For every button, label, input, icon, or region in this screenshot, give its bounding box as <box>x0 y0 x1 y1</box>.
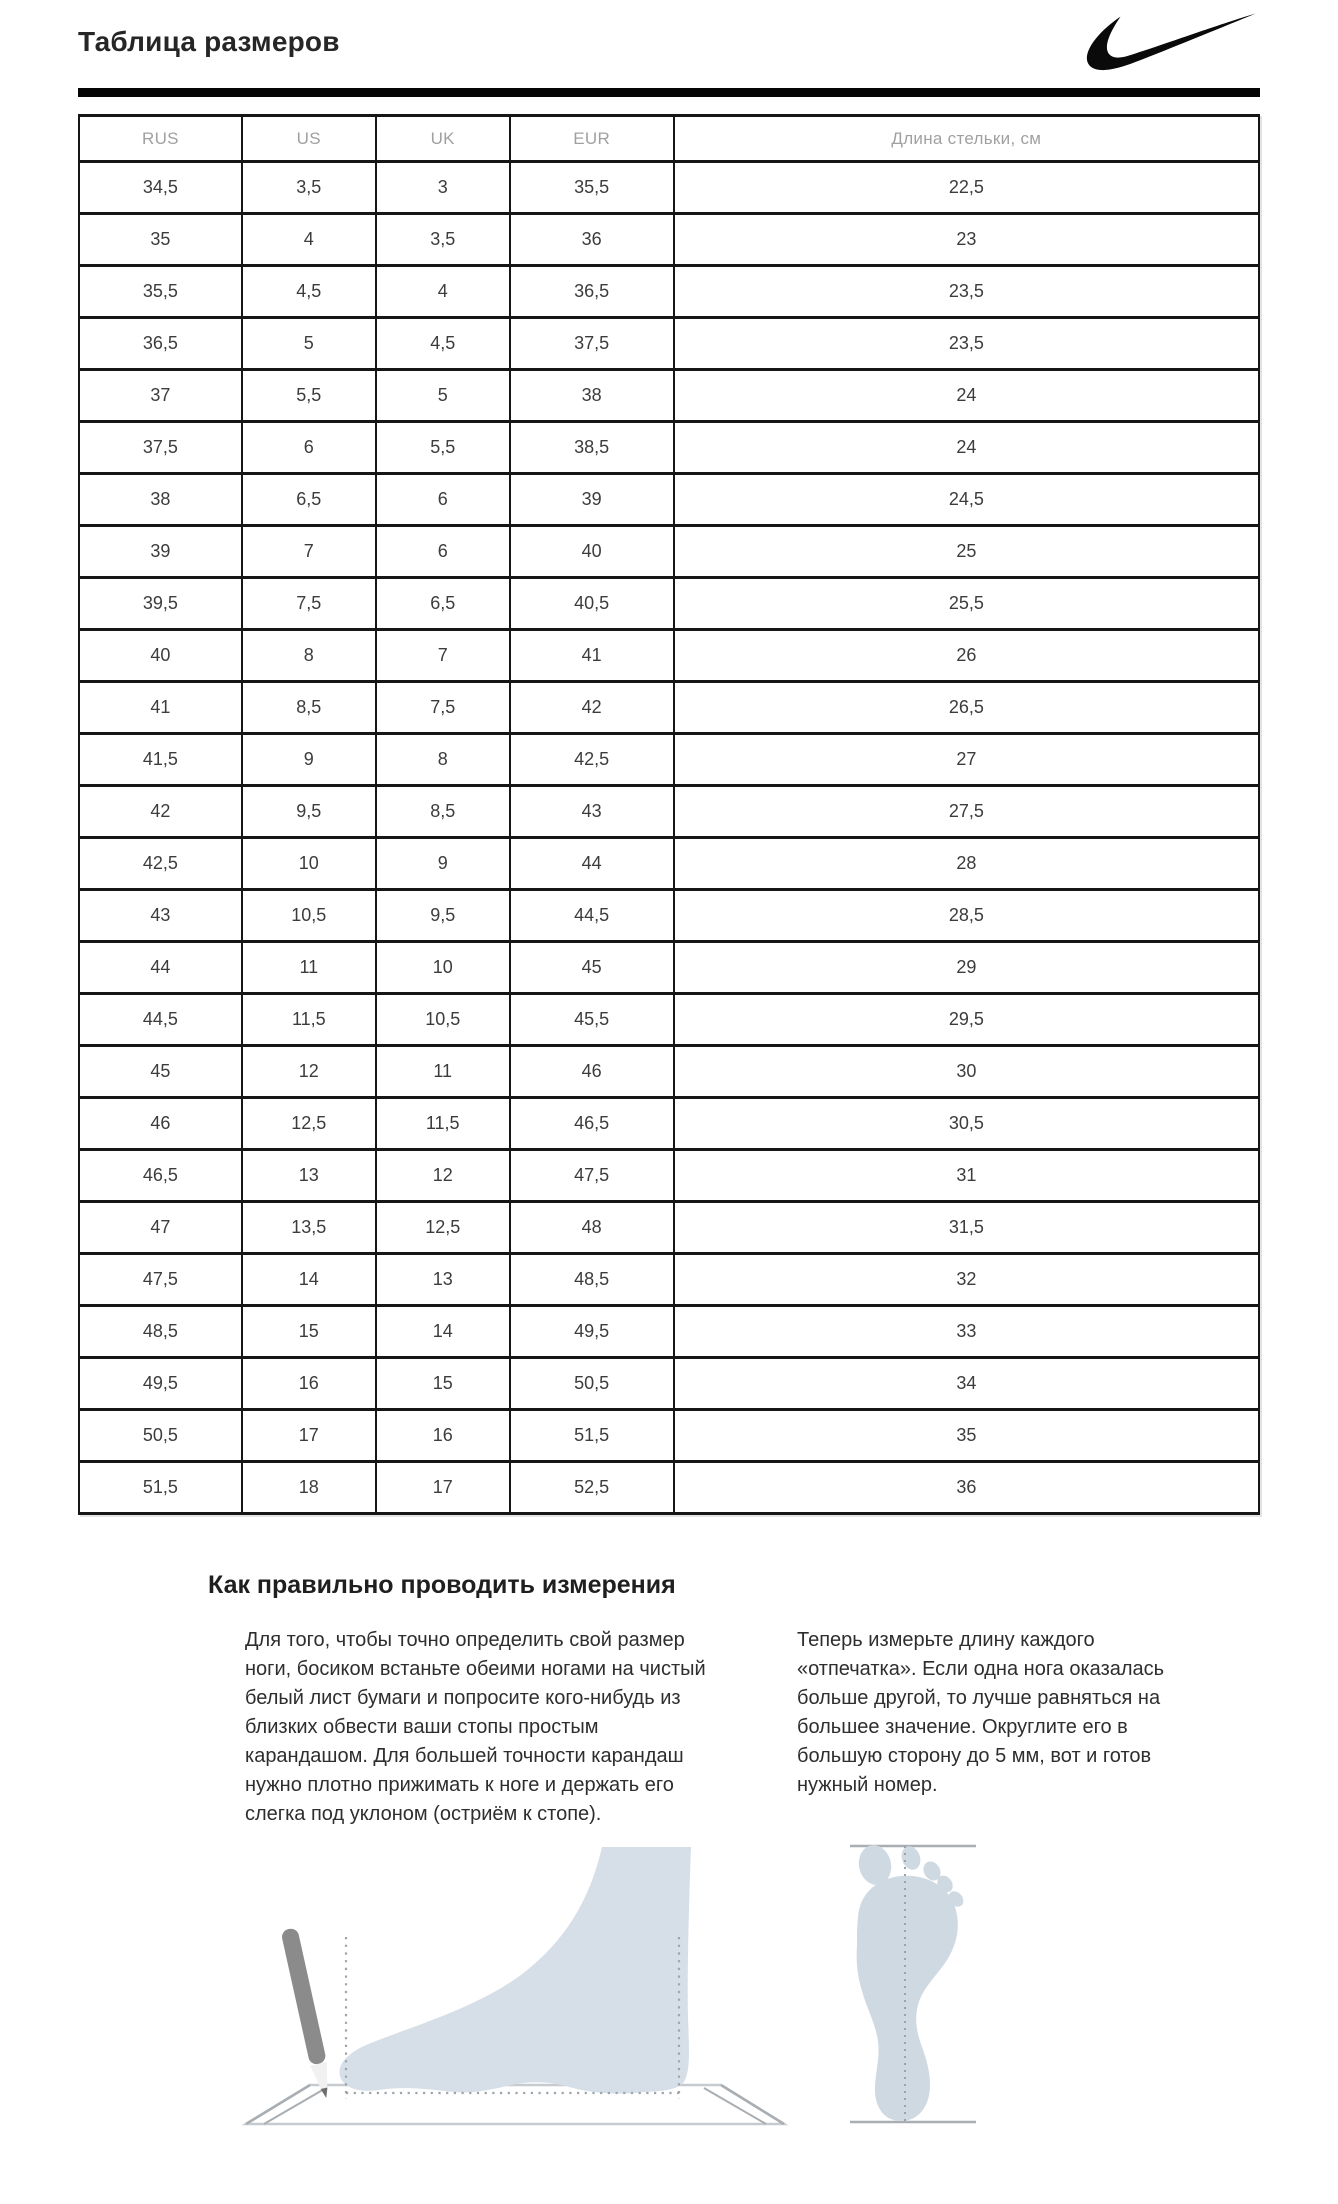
size-cell: 7 <box>242 526 376 578</box>
table-row <box>79 1358 1259 1410</box>
size-cell: 3,5 <box>376 214 510 266</box>
size-cell: 37 <box>79 370 242 422</box>
size-cell: 47,5 <box>79 1254 242 1306</box>
size-cell: 35,5 <box>79 266 242 318</box>
size-cell: 7 <box>376 630 510 682</box>
table-row <box>79 1098 1259 1150</box>
size-cell: 42 <box>510 682 674 734</box>
size-cell: 11,5 <box>242 994 376 1046</box>
size-cell: 49,5 <box>510 1306 674 1358</box>
size-cell: 12,5 <box>242 1098 376 1150</box>
size-cell: 14 <box>376 1306 510 1358</box>
size-cell: 48 <box>510 1202 674 1254</box>
table-row <box>79 890 1259 942</box>
size-cell: 10 <box>376 942 510 994</box>
table-row <box>79 526 1259 578</box>
instructions-left: Для того, чтобы точно определить свой размер ноги, босиком встаньте обеими ногами на чистый белый лист бумаги и попросите кого-нибудь из близких обвести ваши стопы простым карандашом. Для большей точности карандаш нужно плотно прижимать к ноге и держать его слегка под уклоном (остриём к стопе). <box>245 1629 706 1825</box>
size-cell: 13,5 <box>242 1202 376 1254</box>
size-cell: 11 <box>242 942 376 994</box>
size-cell: 39 <box>510 474 674 526</box>
size-cell: 24 <box>674 422 1259 474</box>
table-row <box>79 734 1259 786</box>
size-cell: 48,5 <box>510 1254 674 1306</box>
size-cell: 17 <box>376 1462 510 1514</box>
size-cell: 51,5 <box>79 1462 242 1514</box>
size-cell: 16 <box>376 1410 510 1462</box>
size-cell: 9 <box>376 838 510 890</box>
size-cell: 46 <box>510 1046 674 1098</box>
size-cell: 5 <box>242 318 376 370</box>
size-cell: 34,5 <box>79 162 242 214</box>
table-row <box>79 1462 1259 1514</box>
size-cell: 35,5 <box>510 162 674 214</box>
size-cell: 36,5 <box>79 318 242 370</box>
size-cell: 24 <box>674 370 1259 422</box>
size-cell: 3 <box>376 162 510 214</box>
size-cell: 6 <box>376 474 510 526</box>
table-row <box>79 370 1259 422</box>
table-row <box>79 1150 1259 1202</box>
size-cell: 42 <box>79 786 242 838</box>
size-cell: 4 <box>376 266 510 318</box>
size-cell: 51,5 <box>510 1410 674 1462</box>
pencil-icon <box>280 1927 334 2100</box>
size-cell: 8,5 <box>242 682 376 734</box>
size-cell: 37,5 <box>79 422 242 474</box>
size-cell: 50,5 <box>510 1358 674 1410</box>
size-cell: 10 <box>242 838 376 890</box>
size-cell: 10,5 <box>376 994 510 1046</box>
page-title: Таблица размеров <box>78 26 340 57</box>
footprint-illustration <box>848 1839 978 2129</box>
table-row <box>79 162 1259 214</box>
measurement-section <box>78 1571 1260 2147</box>
size-cell: 31 <box>674 1150 1259 1202</box>
size-cell: 36 <box>510 214 674 266</box>
size-cell: 40,5 <box>510 578 674 630</box>
size-cell: 29,5 <box>674 994 1259 1046</box>
table-row <box>79 630 1259 682</box>
table-row <box>79 214 1259 266</box>
size-cell: 49,5 <box>79 1358 242 1410</box>
instructions <box>245 1626 1260 1829</box>
size-cell: 41 <box>79 682 242 734</box>
size-cell: 22,5 <box>674 162 1259 214</box>
size-cell: 46,5 <box>79 1150 242 1202</box>
table-body <box>79 162 1259 1514</box>
size-cell: 16 <box>242 1358 376 1410</box>
size-cell: 43 <box>510 786 674 838</box>
size-cell: 13 <box>376 1254 510 1306</box>
size-cell: 13 <box>242 1150 376 1202</box>
section-heading: Как правильно проводить измерения <box>208 1571 676 1599</box>
size-cell: 45 <box>510 942 674 994</box>
nike-swoosh-icon <box>1080 12 1260 76</box>
size-cell: 44 <box>79 942 242 994</box>
size-cell: 45,5 <box>510 994 674 1046</box>
size-cell: 24,5 <box>674 474 1259 526</box>
table-row <box>79 1410 1259 1462</box>
size-cell: 27 <box>674 734 1259 786</box>
size-cell: 28,5 <box>674 890 1259 942</box>
table-row <box>79 682 1259 734</box>
figures <box>238 1837 1260 2147</box>
size-cell: 44,5 <box>510 890 674 942</box>
size-cell: 46 <box>79 1098 242 1150</box>
instructions-right: Теперь измерьте длину каждого «отпечатка». Если одна нога оказалась больше другой, то лучше равняться на большее значение. Округлите его в большую сторону до 5 мм, вот и готов нужный номер. <box>797 1629 1165 1796</box>
size-cell: 8 <box>242 630 376 682</box>
table-row <box>79 318 1259 370</box>
size-cell: 6 <box>242 422 376 474</box>
column-header: Длина стельки, см <box>674 116 1259 162</box>
table-row <box>79 1046 1259 1098</box>
size-cell: 39,5 <box>79 578 242 630</box>
table-row <box>79 474 1259 526</box>
size-cell: 5,5 <box>242 370 376 422</box>
size-cell: 40 <box>510 526 674 578</box>
size-cell: 8 <box>376 734 510 786</box>
table-row <box>79 266 1259 318</box>
size-cell: 38,5 <box>510 422 674 474</box>
size-cell: 14 <box>242 1254 376 1306</box>
size-cell: 42,5 <box>510 734 674 786</box>
size-cell: 18 <box>242 1462 376 1514</box>
size-cell: 32 <box>674 1254 1259 1306</box>
size-cell: 47 <box>79 1202 242 1254</box>
size-cell: 23,5 <box>674 266 1259 318</box>
table-row <box>79 578 1259 630</box>
size-cell: 50,5 <box>79 1410 242 1462</box>
column-header: UK <box>376 116 510 162</box>
size-cell: 41,5 <box>79 734 242 786</box>
size-cell: 7,5 <box>376 682 510 734</box>
size-cell: 4 <box>242 214 376 266</box>
size-cell: 28 <box>674 838 1259 890</box>
size-cell: 45 <box>79 1046 242 1098</box>
size-cell: 30 <box>674 1046 1259 1098</box>
table-row <box>79 838 1259 890</box>
size-cell: 5 <box>376 370 510 422</box>
size-cell: 3,5 <box>242 162 376 214</box>
size-cell: 12,5 <box>376 1202 510 1254</box>
size-cell: 4,5 <box>242 266 376 318</box>
size-cell: 23,5 <box>674 318 1259 370</box>
size-cell: 37,5 <box>510 318 674 370</box>
size-cell: 30,5 <box>674 1098 1259 1150</box>
size-cell: 12 <box>242 1046 376 1098</box>
size-cell: 34 <box>674 1358 1259 1410</box>
size-cell: 31,5 <box>674 1202 1259 1254</box>
size-cell: 6,5 <box>242 474 376 526</box>
size-cell: 15 <box>376 1358 510 1410</box>
table-row <box>79 422 1259 474</box>
size-cell: 7,5 <box>242 578 376 630</box>
size-cell: 26,5 <box>674 682 1259 734</box>
size-cell: 36,5 <box>510 266 674 318</box>
size-cell: 47,5 <box>510 1150 674 1202</box>
size-cell: 6 <box>376 526 510 578</box>
size-cell: 35 <box>674 1410 1259 1462</box>
size-cell: 23 <box>674 214 1259 266</box>
size-cell: 11 <box>376 1046 510 1098</box>
size-cell: 43 <box>79 890 242 942</box>
size-cell: 29 <box>674 942 1259 994</box>
table-row <box>79 786 1259 838</box>
size-cell: 8,5 <box>376 786 510 838</box>
column-header: EUR <box>510 116 674 162</box>
size-cell: 46,5 <box>510 1098 674 1150</box>
table-row <box>79 994 1259 1046</box>
size-cell: 26 <box>674 630 1259 682</box>
table-row <box>79 1306 1259 1358</box>
size-cell: 48,5 <box>79 1306 242 1358</box>
size-cell: 25,5 <box>674 578 1259 630</box>
size-cell: 42,5 <box>79 838 242 890</box>
size-cell: 17 <box>242 1410 376 1462</box>
size-cell: 15 <box>242 1306 376 1358</box>
size-cell: 36 <box>674 1462 1259 1514</box>
size-cell: 11,5 <box>376 1098 510 1150</box>
size-cell: 5,5 <box>376 422 510 474</box>
size-cell: 10,5 <box>242 890 376 942</box>
column-header: US <box>242 116 376 162</box>
size-cell: 38 <box>510 370 674 422</box>
size-cell: 39 <box>79 526 242 578</box>
table-row <box>79 1254 1259 1306</box>
table-header-row <box>79 116 1259 162</box>
size-cell: 9,5 <box>242 786 376 838</box>
table-row <box>79 942 1259 994</box>
size-cell: 38 <box>79 474 242 526</box>
header-divider <box>78 88 1260 97</box>
size-cell: 25 <box>674 526 1259 578</box>
foot-tracing-illustration <box>238 1837 798 2147</box>
size-cell: 4,5 <box>376 318 510 370</box>
size-cell: 9 <box>242 734 376 786</box>
column-header: RUS <box>79 116 242 162</box>
size-cell: 40 <box>79 630 242 682</box>
size-cell: 9,5 <box>376 890 510 942</box>
size-cell: 52,5 <box>510 1462 674 1514</box>
table-row <box>79 1202 1259 1254</box>
size-cell: 6,5 <box>376 578 510 630</box>
size-table <box>78 114 1260 1515</box>
header <box>78 0 1260 88</box>
size-cell: 41 <box>510 630 674 682</box>
size-cell: 27,5 <box>674 786 1259 838</box>
size-cell: 12 <box>376 1150 510 1202</box>
size-cell: 35 <box>79 214 242 266</box>
size-cell: 33 <box>674 1306 1259 1358</box>
size-cell: 44,5 <box>79 994 242 1046</box>
size-cell: 44 <box>510 838 674 890</box>
